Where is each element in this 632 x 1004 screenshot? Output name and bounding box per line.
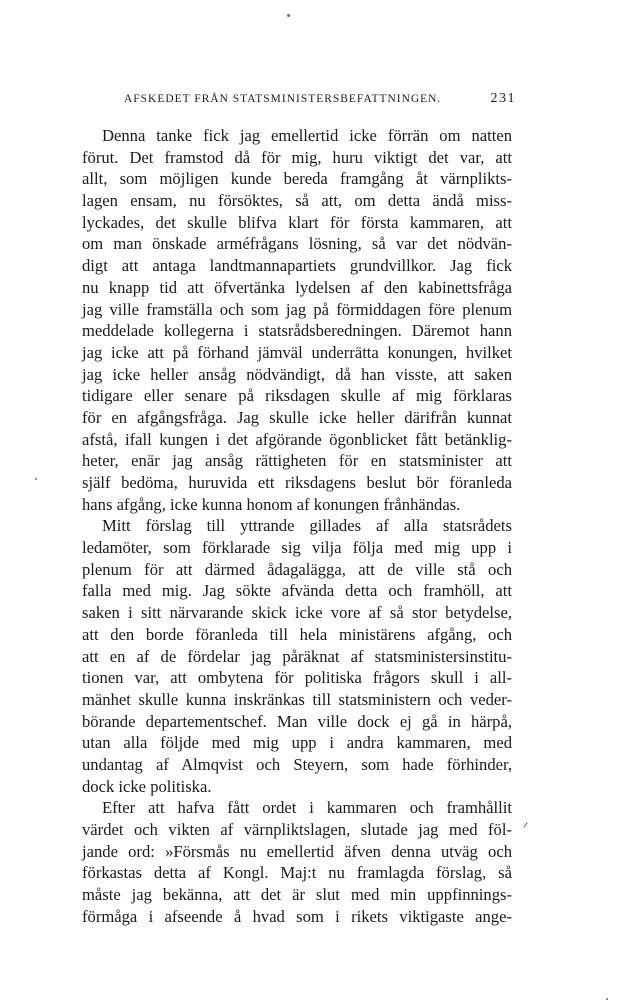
text-line: jag ville framställa och som jag på förmiddagen före plenum xyxy=(82,299,512,319)
scan-speck xyxy=(606,998,608,1000)
text-line: Denna tanke fick jag emellertid icke förrän om natten xyxy=(102,126,512,145)
text-line: digt att antaga landtmannapartiets grundvillkor. Jag fick xyxy=(82,256,512,276)
text-line: jande ord: »Försmås nu emellertid äfven denna utväg och xyxy=(82,841,512,861)
text-line: för en afgångsfråga. Jag skulle icke heller därifrån kunnat xyxy=(82,407,512,427)
text-line: måste jag bekänna, att det är slut med min uppfinnings- xyxy=(82,885,512,905)
text-line: börande departementschef. Man ville dock ej gå in härpå, xyxy=(82,711,512,731)
page-header xyxy=(124,91,516,111)
body-text xyxy=(82,125,512,927)
text-line: dock icke politiska. xyxy=(82,776,212,796)
text-line: jag icke att på förhand jämväl underrätta konungen, hvilket xyxy=(82,342,512,362)
text-line: falla med mig. Jag sökte afvända detta och framhöll, att xyxy=(82,581,512,601)
text-line: heter, enär jag ansåg rättigheten för en statsminister att xyxy=(82,451,512,471)
text-line: saken i sitt närvarande skick icke vore af så stor betydelse, xyxy=(82,603,512,623)
text-line: att den borde föranleda till hela ministärens afgång, och xyxy=(82,624,512,644)
page-number: 231 xyxy=(490,91,516,106)
text-line: utan alla följde med mig upp i andra kammaren, med xyxy=(82,733,512,753)
text-line: Efter att hafva fått ordet i kammaren och framhållit xyxy=(102,798,512,818)
text-line: förmåga i afseende å hvad som i rikets viktigaste ange- xyxy=(82,906,512,926)
text-line: lagen ensam, nu försöktes, så att, om detta ändå miss- xyxy=(82,191,512,211)
scan-speck xyxy=(35,478,37,480)
scan-speck xyxy=(287,14,290,17)
text-line: själf bedöma, huruvida ett riksdagens beslut bör föranleda xyxy=(82,473,512,492)
text-line: afstå, ifall kungen i det afgörande ögonblicket fått betänklig- xyxy=(82,429,512,449)
text-line: förut. Det framstod då för mig, huru viktigt det var, att xyxy=(82,147,512,167)
text-line: lyckades, det skulle blifva klart för första kammaren, att xyxy=(82,212,512,232)
text-line: förkastas detta af Kongl. Maj:t nu framlagda förslag, så xyxy=(82,863,512,883)
text-line: värdet och vikten af värnpliktslagen, slutade jag med föl- xyxy=(82,820,512,839)
text-line: jag icke heller ansåg nödvändigt, då han visste, att saken xyxy=(82,364,512,384)
text-line: mänhet skulle kunna inskränkas till statsministern och veder- xyxy=(82,689,512,709)
text-line: undantag af Almqvist och Steyern, som hade förhinder, xyxy=(82,754,512,774)
text-line: att en af de fördelar jag påräknat af statsministersinstitu- xyxy=(82,646,512,666)
text-line: tidigare eller senare på riksdagen skulle af mig förklaras xyxy=(82,386,512,406)
text-line: allt, som möjligen kunde bereda framgång åt värnplikts- xyxy=(82,169,512,189)
text-line: om man önskade arméfrågans lösning, så var det nödvän- xyxy=(82,234,512,254)
text-line: ledamöter, som förklarade sig vilja följa med mig upp i xyxy=(82,538,512,558)
text-line: meddelade kollegerna i statsrådsberedningen. Däremot hann xyxy=(82,321,512,341)
text-line: tionen var, att ombytena för politiska frågors skull i all- xyxy=(82,668,512,688)
text-line: Mitt förslag till yttrande gillades af alla statsrådets xyxy=(102,516,512,536)
running-title: AFSKEDET FRÅN STATSMINISTERSBEFATTNINGEN. xyxy=(124,93,442,105)
text-line: nu knapp tid att öfvertänka lydelsen af den kabinettsfråga xyxy=(82,277,512,297)
text-line: hans afgång, icke kunna honom af konungen frånhändas. xyxy=(82,494,461,514)
scan-speck xyxy=(523,822,527,827)
text-line: plenum för att därmed ådagalägga, att de ville stå och xyxy=(82,559,512,579)
